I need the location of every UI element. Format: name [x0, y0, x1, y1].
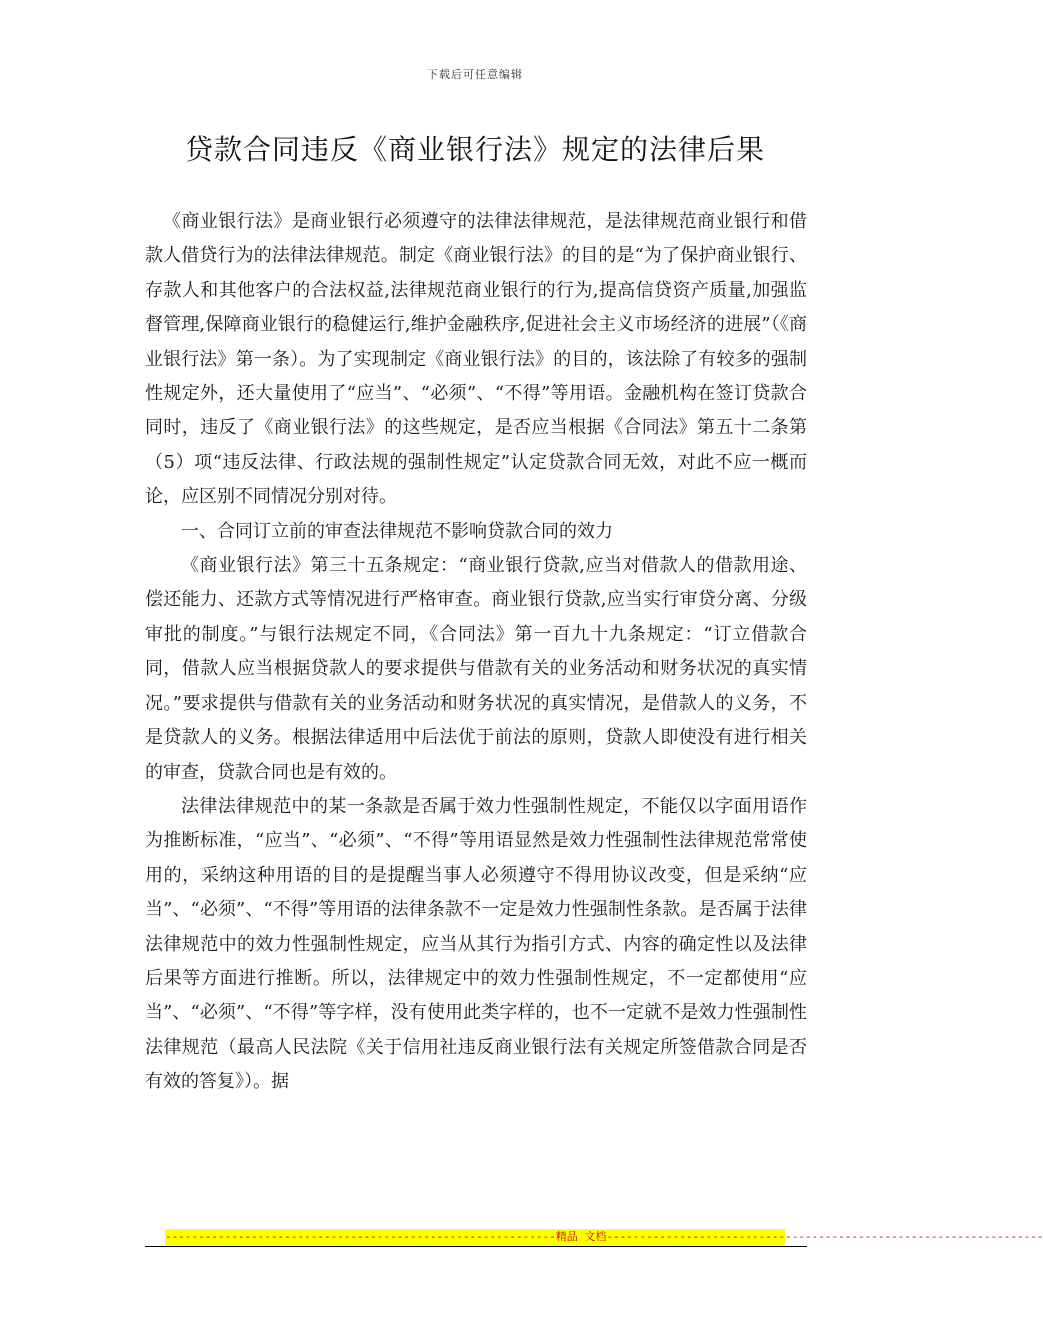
paragraph-intro: 《商业银行法》是商业银行必须遵守的法律法律规范，是法律规范商业银行和借款人借贷行为的法律法律规范。制定《商业银行法》的目的是“为了保护商业银行、存款人和其他客户的合法权益,法律规范商业银行的行为,提高信贷资产质量,加强监督管理,保障商业银行的稳健运行,维护金融秩序,促进社会主义市场经济的进展”（《商业银行法》第一条）。为了实现制定《商业银行法》的目的，该法除了有较多的强制性规定外，还大量使用了“应当”、“必须”、“不得”等用语。金融机构在签订贷款合同时，违反了《商业银行法》的这些规定，是否应当根据《合同法》第五十二条第（5）项“违反法律、行政法规的强制性规定”认定贷款合同无效，对此不应一概而论，应区别不同情况分别对待。: [145, 211, 807, 508]
footer-watermark-label: -----------------------------------------------------------精品 文档------------------------------------------------------------------: [165, 1230, 1043, 1243]
page-header-note: 下载后可任意编辑: [427, 68, 523, 81]
document-body: [145, 205, 807, 1100]
paragraph-article-35: 《商业银行法》第三十五条规定：“商业银行贷款,应当对借款人的借款用途、偿还能力、还款方式等情况进行严格审查。商业银行贷款,应当实行审贷分离、分级审批的制度。”与银行法规定不同，《合同法》第一百九十九条规定：“订立借款合同，借款人应当根据贷款人的要求提供与借款有关的业务活动和财务状况的真实情况。”要求提供与借款有关的业务活动和财务状况的真实情况，是借款人的义务，不是贷款人的义务。根据法律适用中后法优于前法的原则，贷款人即使没有进行相关的审查，贷款合同也是有效的。: [145, 555, 807, 783]
document-title: 贷款合同违反《商业银行法》规定的法律后果: [184, 133, 765, 166]
section-heading-1: 一、合同订立前的审查法律规范不影响贷款合同的效力: [181, 520, 613, 542]
footer-divider: [145, 1246, 807, 1247]
paragraph-mandatory-rules: 法律法律规范中的某一条款是否属于效力性强制性规定，不能仅以字面用语作为推断标准，“应当”、“必须”、“不得”等用语显然是效力性强制性法律规范常常使用的，采纳这种用语的目的是提醒当事人必须遵守不得用协议改变，但是采纳“应当”、“必须”、“不得”等用语的法律条款不一定是效力性强制性条款。是否属于法律法律规范中的效力性强制性规定，应当从其行为指引方式、内容的确定性以及法律后果等方面进行推断。所以，法律规定中的效力性强制性规定，不一定都使用“应当”、“必须”、“不得”等字样，没有使用此类字样的，也不一定就不是效力性强制性法律规范（最高人民法院《关于信用社违反商业银行法有关规定所签借款合同是否有效的答复》）。据: [145, 795, 807, 1093]
